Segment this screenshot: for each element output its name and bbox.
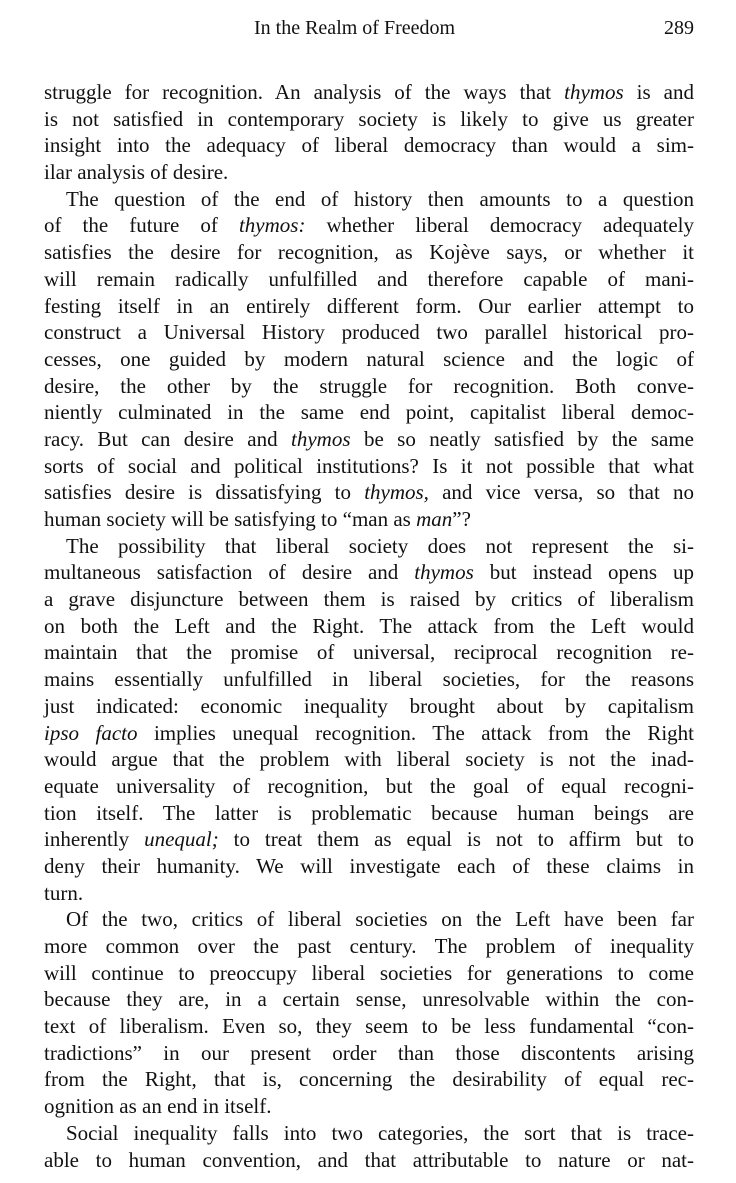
- text-line: [44, 826, 694, 853]
- text-line: [44, 1147, 694, 1174]
- text-run: a grave disjuncture between them is raised by critics of liberalism: [44, 587, 694, 612]
- text-run: more common over the past century. The problem of inequality: [44, 934, 694, 958]
- text-line: [44, 986, 694, 1013]
- text-run: tradictions” in our present order than those discontents arising: [44, 1040, 694, 1065]
- text-line: [44, 1120, 694, 1147]
- text-line: [44, 613, 694, 640]
- text-line: [44, 132, 694, 159]
- italic-text: thymos,: [364, 480, 429, 505]
- text-line: [44, 212, 694, 239]
- text-line: [44, 960, 694, 987]
- text-run: The question of the end of history then amounts to a question: [66, 186, 694, 211]
- text-line: [44, 266, 694, 293]
- text-line: [44, 880, 694, 907]
- text-run: be so neatly satisfied by the same: [350, 426, 695, 451]
- text-run: ”?: [452, 507, 471, 531]
- text-run: to treat them as equal is not to affirm but to: [218, 827, 694, 852]
- text-line: [44, 479, 694, 506]
- text-line: [44, 1093, 694, 1120]
- text-line: [44, 666, 694, 693]
- text-line: [44, 186, 694, 213]
- text-line: [44, 746, 694, 773]
- text-run: but instead opens up: [473, 560, 694, 585]
- running-head: [44, 14, 694, 42]
- text-line: [44, 399, 694, 426]
- text-run: inherently: [44, 827, 145, 852]
- italic-text: thymos: [564, 80, 624, 104]
- text-run: just indicated: economic inequality brought about by capitalism: [44, 693, 694, 718]
- text-line: [44, 586, 694, 613]
- text-run: sorts of social and political institutions? Is it not possible that what: [44, 453, 694, 478]
- text-run: is not satisfied in contemporary society is likely to give us greater: [44, 106, 694, 131]
- text-run: desire, the other by the struggle for recognition. Both conve-: [44, 373, 694, 398]
- text-run: text of liberalism. Even so, they seem to be less fundamental “con-: [44, 1014, 694, 1039]
- text-line: [44, 853, 694, 880]
- text-run: on both the Left and the Right. The attack from the Left would: [44, 613, 694, 638]
- text-run: because they are, in a certain sense, unresolvable within the con-: [44, 987, 694, 1012]
- text-line: [44, 533, 694, 560]
- text-run: equate universality of recognition, but the goal of equal recogni-: [44, 773, 694, 798]
- text-run: ognition as an end in itself.: [44, 1094, 272, 1119]
- text-line: [44, 693, 694, 720]
- text-line: [44, 319, 694, 346]
- text-run: of the future of: [44, 213, 239, 238]
- text-run: is and: [623, 80, 694, 104]
- text-line: [44, 1066, 694, 1093]
- text-line: [44, 639, 694, 666]
- text-run: implies unequal recognition. The attack from the Right: [137, 720, 695, 745]
- text-run: satisfies desire is dissatisfying to: [44, 480, 365, 505]
- text-line: [44, 106, 694, 133]
- text-run: racy. But can desire and: [44, 426, 292, 451]
- text-run: cesses, one guided by modern natural science and the logic of: [44, 346, 694, 371]
- text-line: [44, 426, 694, 453]
- italic-text: thymos: [414, 560, 474, 585]
- italic-text: thymos:: [238, 213, 306, 238]
- text-run: mains essentially unfulfilled in liberal societies, for the reasons: [44, 667, 694, 692]
- text-run: struggle for recognition. An analysis of the ways that: [44, 80, 565, 104]
- text-run: will continue to preoccupy liberal societies for generations to come: [44, 960, 694, 985]
- text-run: will remain radically unfulfilled and therefore capable of mani-: [44, 266, 694, 291]
- text-run: festing itself in an entirely different form. Our earlier attempt to: [44, 293, 694, 318]
- text-run: insight into the adequacy of liberal democracy than would a sim-: [44, 133, 694, 158]
- body-text: [44, 79, 694, 1173]
- text-line: [44, 559, 694, 586]
- text-run: satisfies the desire for recognition, as Kojève says, or whether it: [44, 240, 694, 265]
- text-line: [44, 453, 694, 480]
- running-title: In the Realm of Freedom: [254, 17, 456, 39]
- italic-text: unequal;: [144, 827, 219, 852]
- text-line: [44, 773, 694, 800]
- text-line: [44, 293, 694, 320]
- text-line: [44, 79, 694, 106]
- text-run: maintain that the promise of universal, reciprocal recognition re-: [44, 640, 694, 665]
- text-run: The possibility that liberal society does not represent the si-: [66, 533, 694, 558]
- text-run: turn.: [44, 880, 84, 905]
- text-run: whether liberal democracy adequately: [305, 213, 694, 238]
- text-run: Social inequality falls into two categories, the sort that is trace-: [66, 1120, 694, 1145]
- text-run: human society will be satisfying to “man as: [44, 507, 417, 531]
- text-line: [44, 800, 694, 827]
- text-line: [44, 346, 694, 373]
- text-run: deny their humanity. We will investigate each of these claims in: [44, 853, 694, 878]
- text-run: would argue that the problem with liberal society is not the inad-: [44, 747, 694, 772]
- italic-text: ipso facto: [44, 720, 138, 745]
- text-run: construct a Universal History produced two parallel historical pro-: [44, 320, 694, 345]
- text-run: Of the two, critics of liberal societies on the Left have been far: [66, 907, 694, 932]
- text-run: able to human convention, and that attributable to nature or nat-: [44, 1147, 694, 1172]
- text-line: [44, 933, 694, 960]
- text-line: [44, 1040, 694, 1067]
- text-line: [44, 239, 694, 266]
- text-run: and vice versa, so that no: [428, 480, 694, 505]
- text-run: ilar analysis of desire.: [44, 160, 229, 185]
- text-line: [44, 373, 694, 400]
- text-line: [44, 720, 694, 747]
- text-run: niently culminated in the same end point, capitalist liberal democ-: [44, 400, 694, 425]
- text-line: [44, 906, 694, 933]
- text-line: [44, 506, 694, 533]
- text-run: tion itself. The latter is problematic because human beings are: [44, 800, 694, 825]
- text-run: multaneous satisfaction of desire and: [44, 560, 415, 585]
- text-run: from the Right, that is, concerning the desirability of equal rec-: [44, 1067, 694, 1092]
- italic-text: man: [416, 507, 453, 531]
- text-line: [44, 159, 694, 186]
- italic-text: thymos: [291, 426, 351, 451]
- text-line: [44, 1013, 694, 1040]
- page-number: 289: [664, 17, 694, 39]
